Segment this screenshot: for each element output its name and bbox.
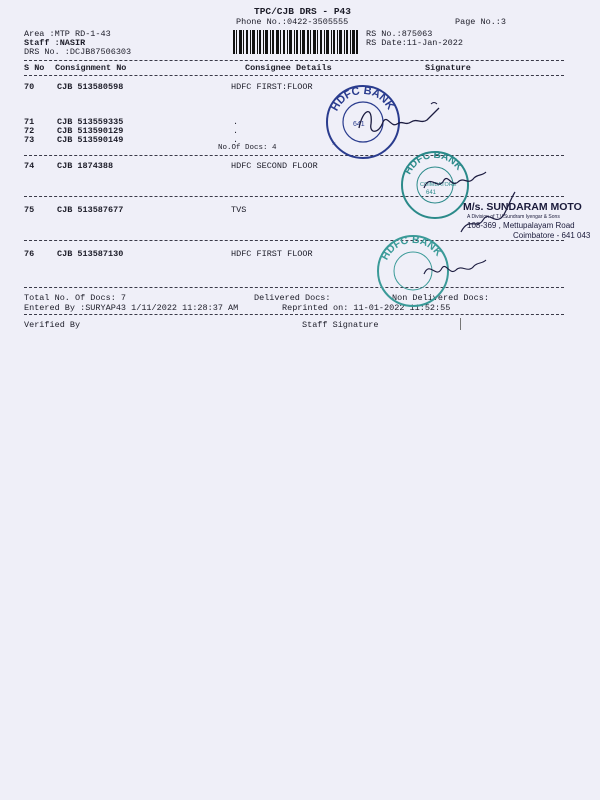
col-consignee: Consignee Details (245, 63, 332, 73)
svg-text:HDFC BANK (403, 150, 465, 177)
pen-mark (460, 318, 462, 330)
row-sno: 70 (24, 82, 35, 92)
row-consignment: CJB 513587130 (57, 249, 124, 259)
row-consignee: . (233, 117, 239, 127)
row-consignee: . (233, 126, 239, 136)
footer-rule (24, 314, 564, 315)
row-consignment: CJB 513587677 (57, 205, 124, 215)
stamp-company: M/s. SUNDARAM MOTO (463, 201, 582, 213)
row-sno: 72 (24, 126, 35, 136)
stamp-city: COIMBATORE (420, 182, 457, 188)
non-delivered-docs: Non Delivered Docs: (392, 293, 489, 303)
stamp-division: A Division of T.V.Sundram Iyengar & Sons (467, 214, 560, 220)
no-of-docs: No.Of Docs: 4 (218, 144, 277, 152)
total-docs: Total No. Of Docs: 7 (24, 293, 127, 303)
svg-text:HDFC BANK (379, 234, 445, 262)
row-consignee: HDFC FIRST FLOOR (231, 249, 313, 259)
row-divider (24, 287, 564, 288)
row-sno: 74 (24, 161, 35, 171)
signature-icon (420, 256, 490, 284)
row-sno: 76 (24, 249, 35, 259)
row-divider (24, 155, 564, 156)
staff-label: Staff :NASIR (24, 38, 86, 48)
barcode (233, 30, 358, 54)
signature-icon (355, 98, 445, 144)
row-sno: 75 (24, 205, 35, 215)
company-stamp-icon (455, 186, 600, 244)
row-divider (24, 196, 564, 197)
rs-number: RS No.:875063 (366, 29, 433, 39)
col-signature: Signature (425, 63, 471, 73)
entered-by: Entered By :SURYAP43 1/11/2022 11:28:37 AM (24, 303, 239, 313)
row-consignment: CJB 513559335 (57, 117, 124, 127)
stamp-text: HDFC BANK (402, 149, 465, 177)
row-divider (24, 240, 564, 241)
stamp-text: HDFC BANK (328, 84, 397, 114)
area-label: Area :MTP RD-1-43 (24, 29, 111, 39)
stamp-address: 108-369 , Mettupalayam Road (467, 221, 575, 230)
col-consignment: Consignment No (55, 63, 127, 73)
row-sno: 73 (24, 135, 35, 145)
hdfc-stamp-icon (323, 82, 403, 162)
stamp-code: 641 (426, 190, 437, 196)
phone-number: Phone No.:0422-3505555 (236, 17, 349, 27)
row-consignment: CJB 513590129 (57, 126, 124, 136)
signature-icon (420, 166, 490, 200)
row-consignment: CJB 1874388 (57, 161, 114, 171)
stamp-text: HDFC BANK (378, 233, 445, 263)
delivered-docs: Delivered Docs: (254, 293, 331, 303)
header-rule-bottom (24, 75, 564, 76)
page-number: Page No.:3 (455, 17, 507, 27)
report-title: TPC/CJB DRS - P43 (254, 6, 351, 17)
rs-date: RS Date:11-Jan-2022 (366, 38, 463, 48)
drs-number: DRS No. :DCJB87506303 (24, 47, 132, 57)
verified-by: Verified By (24, 320, 81, 330)
row-consignee: HDFC SECOND FLOOR (231, 161, 318, 171)
staff-signature: Staff Signature (302, 320, 379, 330)
stamp-city: Coimbatore - 641 043 (513, 231, 591, 240)
row-consignee: TVS (231, 205, 247, 215)
col-sno: S No (24, 63, 45, 73)
stamp-code: 641 (353, 121, 365, 128)
reprinted-on: Reprinted on: 11-01-2022 11:52:55 (282, 303, 451, 313)
row-consignee: HDFC FIRST:FLOOR (231, 82, 313, 92)
svg-text:HDFC BANK (329, 85, 397, 113)
row-consignment: CJB 513590149 (57, 135, 124, 145)
row-sno: 71 (24, 117, 35, 127)
hdfc-stamp-icon (398, 148, 472, 222)
row-consignee: . (233, 135, 239, 145)
row-consignment: CJB 513580598 (57, 82, 124, 92)
svg-text:*: * (331, 141, 337, 151)
header-rule-top (24, 60, 564, 61)
